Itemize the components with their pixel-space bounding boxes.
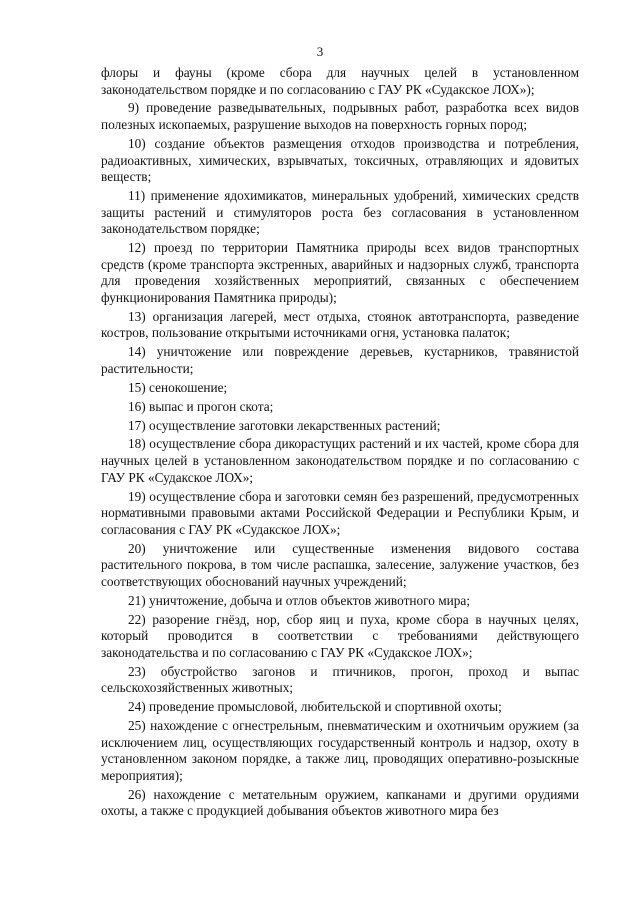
paragraph-item-11: 11) применение ядохимикатов, минеральных удобрений, химических средств защиты растений и стимуляторов роста без согласования в установленном законодательством порядке; — [101, 188, 579, 237]
paragraph-item-26: 26) нахождение с метательным оружием, капканами и другими орудиями охоты, а также с продукцией добывания объектов животного мира без — [101, 786, 579, 819]
paragraph-item-25: 25) нахождение с огнестрельным, пневматическим и охотничьим оружием (за исключением лиц, осуществляющих государственный контроль и надзор, охоту в установленном законом порядке, а также лиц, проводящих оперативно-розыскные мероприятия); — [101, 718, 579, 783]
paragraph-item-22: 22) разорение гнёзд, нор, сбор яиц и пуха, кроме сбора в научных целях, который проводится в соответствии с требованиями действующего законодательства и по согласованию с ГАУ РК «Судакское ЛОХ»; — [101, 611, 579, 660]
paragraph-item-14: 14) уничтожение или повреждение деревьев, кустарников, травянистой растительности; — [101, 344, 579, 376]
paragraph-item-17: 17) осуществление заготовки лекарственных растений; — [128, 417, 441, 433]
paragraph-item-9: 9) проведение разведывательных, подрывных работ, разработка всех видов полезных ископаемых, разрушение выходов на поверхность горных пород; — [101, 100, 579, 133]
paragraph-item-13: 13) организация лагерей, мест отдыха, стоянок автотранспорта, разведение костров, пользование открытыми источниками огня, установка палаток; — [101, 308, 579, 341]
paragraph-item-19: 19) осуществление сбора и заготовки семян без разрешений, предусмотренных нормативными правовыми актами Российской Федерации и Республики Крым, и согласования с ГАУ РК «Судакское ЛОХ»; — [101, 488, 579, 537]
paragraph-item-18: 18) осуществление сбора дикорастущих растений и их частей, кроме сбора для научных целей в установленном законодательством порядке и по согласованию с ГАУ РК «Судакское ЛОХ»; — [101, 436, 579, 485]
paragraph-item-20: 20) уничтожение или существенные изменения видового состава растительного покрова, в том числе распашка, залесение, залужение участков, без соответствующих обоснований научных учреждений; — [101, 540, 579, 589]
paragraph-continuation: флоры и фауны (кроме сбора для научных целей в установленном законодательством порядке и по согласованию с ГАУ РК «Судакское ЛОХ»); — [101, 65, 579, 97]
paragraph-item-24: 24) проведение промысловой, любительской и спортивной охоты; — [128, 699, 502, 715]
paragraph-item-10: 10) создание объектов размещения отходов производства и потребления, радиоактивных, химических, взрывчатых, токсичных, отравляющих и ядовитых веществ; — [101, 135, 579, 185]
document-body — [101, 65, 579, 822]
page-number: 3 — [316, 44, 324, 59]
paragraph-item-21: 21) уничтожение, добыча и отлов объектов животного мира; — [128, 592, 471, 608]
paragraph-item-23: 23) обустройство загонов и птичников, прогон, проход и выпас сельскохозяйственных животных; — [101, 663, 579, 696]
paragraph-item-15: 15) сенокошение; — [128, 379, 228, 395]
paragraph-item-16: 16) выпас и прогон скота; — [128, 398, 274, 414]
paragraph-item-12: 12) проезд по территории Памятника природы всех видов транспортных средств (кроме транспорта экстренных, аварийных и надзорных служб, транспорта для проведения хозяйственных мероприятий, связанных с обеспечением функционирования Памятника природы); — [101, 240, 579, 305]
